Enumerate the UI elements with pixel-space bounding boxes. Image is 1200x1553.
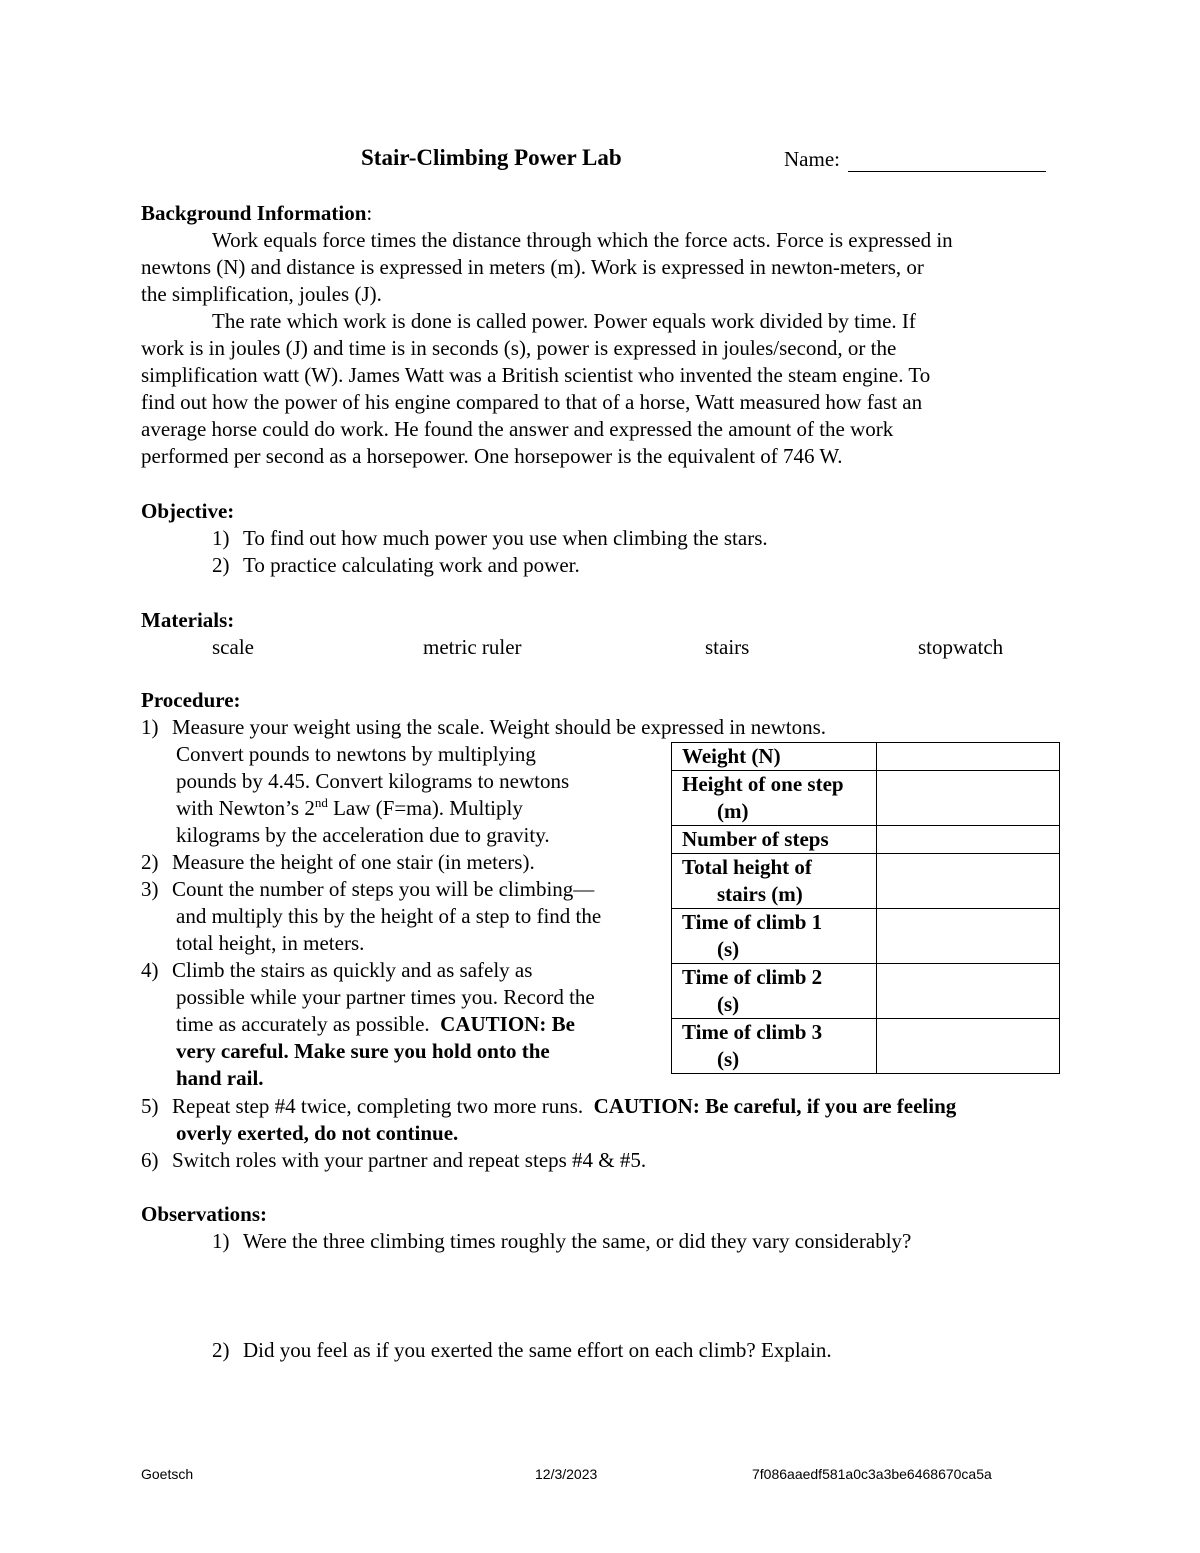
procedure-text: with Newton’s 2nd Law (F=ma). Multiply	[176, 795, 523, 820]
table-row	[672, 964, 1060, 1019]
table-value-cell[interactable]	[877, 771, 1060, 826]
material-item: scale	[212, 635, 254, 659]
table-value-cell[interactable]	[877, 909, 1060, 964]
objective-item-num: 1)	[212, 526, 230, 550]
background-line: simplification watt (W). James Watt was a British scientist who invented the steam engine. To	[141, 363, 931, 387]
table-row-label: Height of one step (m)	[672, 771, 877, 826]
table-row-label: Number of steps	[672, 826, 877, 854]
table-row	[672, 854, 1060, 909]
procedure-text: and multiply this by the height of a step to find the	[176, 904, 602, 928]
procedure-text: Convert pounds to newtons by multiplying	[176, 742, 536, 766]
data-table	[671, 742, 1060, 1074]
table-value-cell[interactable]	[877, 826, 1060, 854]
observation-num: 2)	[212, 1338, 230, 1362]
procedure-text: possible while your partner times you. Record the	[176, 985, 595, 1009]
table-row-label: Time of climb 3 (s)	[672, 1019, 877, 1074]
table-value-cell[interactable]	[877, 964, 1060, 1019]
procedure-text: total height, in meters.	[176, 931, 365, 955]
table-row-label: Time of climb 1 (s)	[672, 909, 877, 964]
procedure-text: pounds by 4.45. Convert kilograms to newtons	[176, 769, 570, 793]
procedure-num: 6)	[141, 1148, 159, 1172]
procedure-num: 2)	[141, 850, 159, 874]
procedure-text: Climb the stairs as quickly and as safely as	[172, 958, 533, 982]
name-field[interactable]	[784, 147, 1046, 172]
observation-question: Were the three climbing times roughly the same, or did they vary considerably?	[243, 1229, 912, 1253]
background-line: Work equals force times the distance through which the force acts. Force is expressed in	[212, 228, 953, 252]
procedure-num: 1)	[141, 715, 159, 739]
background-line: work is in joules (J) and time is in seconds (s), power is expressed in joules/second, or the	[141, 336, 897, 360]
material-item: stopwatch	[918, 635, 1004, 659]
procedure-num: 5)	[141, 1094, 159, 1118]
name-blank[interactable]	[848, 151, 1046, 172]
procedure-text: Measure the height of one stair (in meters).	[172, 850, 535, 874]
observation-question: Did you feel as if you exerted the same effort on each climb? Explain.	[243, 1338, 832, 1362]
objective-heading: Objective:	[141, 499, 235, 523]
footer-date: 12/3/2023	[535, 1466, 598, 1482]
background-line: average horse could do work. He found the answer and expressed the amount of the work	[141, 417, 894, 441]
table-value-cell[interactable]	[877, 854, 1060, 909]
procedure-num: 3)	[141, 877, 159, 901]
table-row	[672, 826, 1060, 854]
background-line: The rate which work is done is called power. Power equals work divided by time. If	[212, 309, 916, 333]
procedure-text: kilograms by the acceleration due to gravity.	[176, 823, 550, 847]
procedure-text: time as accurately as possible. CAUTION: Be	[176, 1012, 575, 1036]
background-line: find out how the power of his engine compared to that of a horse, Watt measured how fast an	[141, 390, 923, 414]
table-row	[672, 743, 1060, 771]
procedure-num: 4)	[141, 958, 159, 982]
procedure-text: Switch roles with your partner and repeat steps #4 & #5.	[172, 1148, 647, 1172]
procedure-caution: hand rail.	[176, 1066, 264, 1090]
objective-item-text: To practice calculating work and power.	[243, 553, 580, 577]
material-item: metric ruler	[423, 635, 522, 659]
table-value-cell[interactable]	[877, 743, 1060, 771]
procedure-text: Repeat step #4 twice, completing two more runs. CAUTION: Be careful, if you are feeling	[172, 1094, 957, 1118]
material-item: stairs	[705, 635, 750, 659]
page-title: Stair-Climbing Power Lab	[361, 145, 622, 170]
background-line: performed per second as a horsepower. One horsepower is the equivalent of 746 W.	[141, 444, 843, 468]
table-row	[672, 909, 1060, 964]
observations-heading: Observations:	[141, 1202, 267, 1226]
table-row	[672, 1019, 1060, 1074]
objective-item-num: 2)	[212, 553, 230, 577]
materials-heading: Materials:	[141, 608, 235, 632]
procedure-caution: very careful. Make sure you hold onto the	[176, 1039, 550, 1063]
footer-author: Goetsch	[141, 1466, 194, 1482]
table-row-label: Total height of stairs (m)	[672, 854, 877, 909]
procedure-text: Measure your weight using the scale. Weight should be expressed in newtons.	[172, 715, 827, 739]
procedure-caution: overly exerted, do not continue.	[176, 1121, 459, 1145]
table-row	[672, 771, 1060, 826]
table-value-cell[interactable]	[877, 1019, 1060, 1074]
table-row-label: Time of climb 2 (s)	[672, 964, 877, 1019]
background-line: newtons (N) and distance is expressed in meters (m). Work is expressed in newton-meters, or	[141, 255, 924, 279]
background-line: the simplification, joules (J).	[141, 282, 382, 306]
objective-item-text: To find out how much power you use when climbing the stars.	[243, 526, 768, 550]
observation-num: 1)	[212, 1229, 230, 1253]
procedure-text: Count the number of steps you will be climbing—	[172, 877, 595, 901]
procedure-heading: Procedure:	[141, 688, 241, 712]
table-row-label: Weight (N)	[672, 743, 877, 771]
background-heading: Background Information:	[141, 201, 373, 225]
name-label: Name:	[784, 147, 840, 171]
footer-hash: 7f086aaedf581a0c3a3be6468670ca5a	[752, 1466, 992, 1482]
